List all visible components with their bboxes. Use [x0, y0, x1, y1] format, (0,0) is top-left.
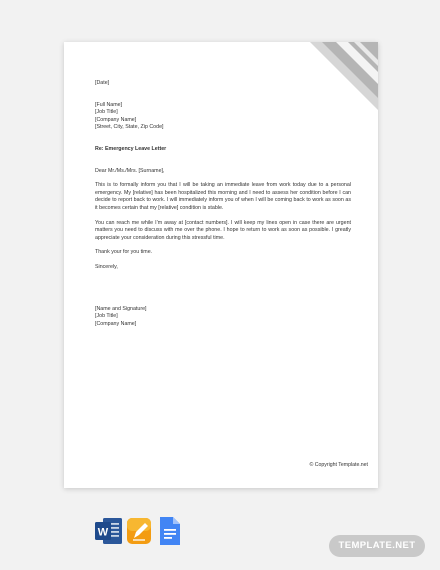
letter-paragraph-1: This is to formally inform you that I will be taking an immediate leave from work today due to a personal emergency. My [relative] has been hospitalized this morning and I need to assess her condition before I can decide to report back to work. I will immediately inform you of when I will be coming back to work as soon as it becomes certain that my [relative] condition is stable.: [95, 182, 351, 211]
word-icon[interactable]: [94, 514, 124, 548]
signature-name: [Name and Signature]: [95, 305, 147, 312]
pages-icon[interactable]: [124, 514, 154, 548]
letter-date: [Date]: [95, 80, 110, 86]
letter-paragraph-2: You can reach me while I’m away at [contact numbers]. I will keep my lines open in case there are urgent matters you need to discuss with me over the phone. I hope to return to work as soon as possible. I greatly appreciate your consideration during this stressful time.: [95, 219, 351, 241]
recipient-address: [95, 102, 351, 132]
recipient-job-title: [Job Title]: [95, 109, 118, 116]
signature-job-title: [Job Title]: [95, 313, 118, 320]
letter-salutation: Dear Mr./Ms./Mrs. [Surname],: [95, 167, 165, 174]
recipient-company: [Company Name]: [95, 116, 137, 123]
signature-company: [Company Name]: [95, 320, 137, 327]
signature-block: [95, 306, 351, 329]
letter-thanks: Thank your for you time.: [95, 249, 153, 256]
letter-closing: Sincerely,: [95, 263, 118, 270]
copyright-text: © Copyright Template.net: [309, 462, 368, 468]
letter-page: [64, 42, 378, 488]
google-docs-icon[interactable]: [154, 514, 184, 548]
svg-text:W: W: [97, 526, 109, 539]
recipient-name: [Full Name]: [95, 101, 123, 108]
template-net-badge[interactable]: TEMPLATE.NET: [329, 535, 425, 557]
letter-subject: Re: Emergency Leave Letter: [95, 145, 167, 152]
recipient-street: [Street, City, State, Zip Code]: [95, 124, 164, 131]
letter-body: [95, 80, 351, 328]
